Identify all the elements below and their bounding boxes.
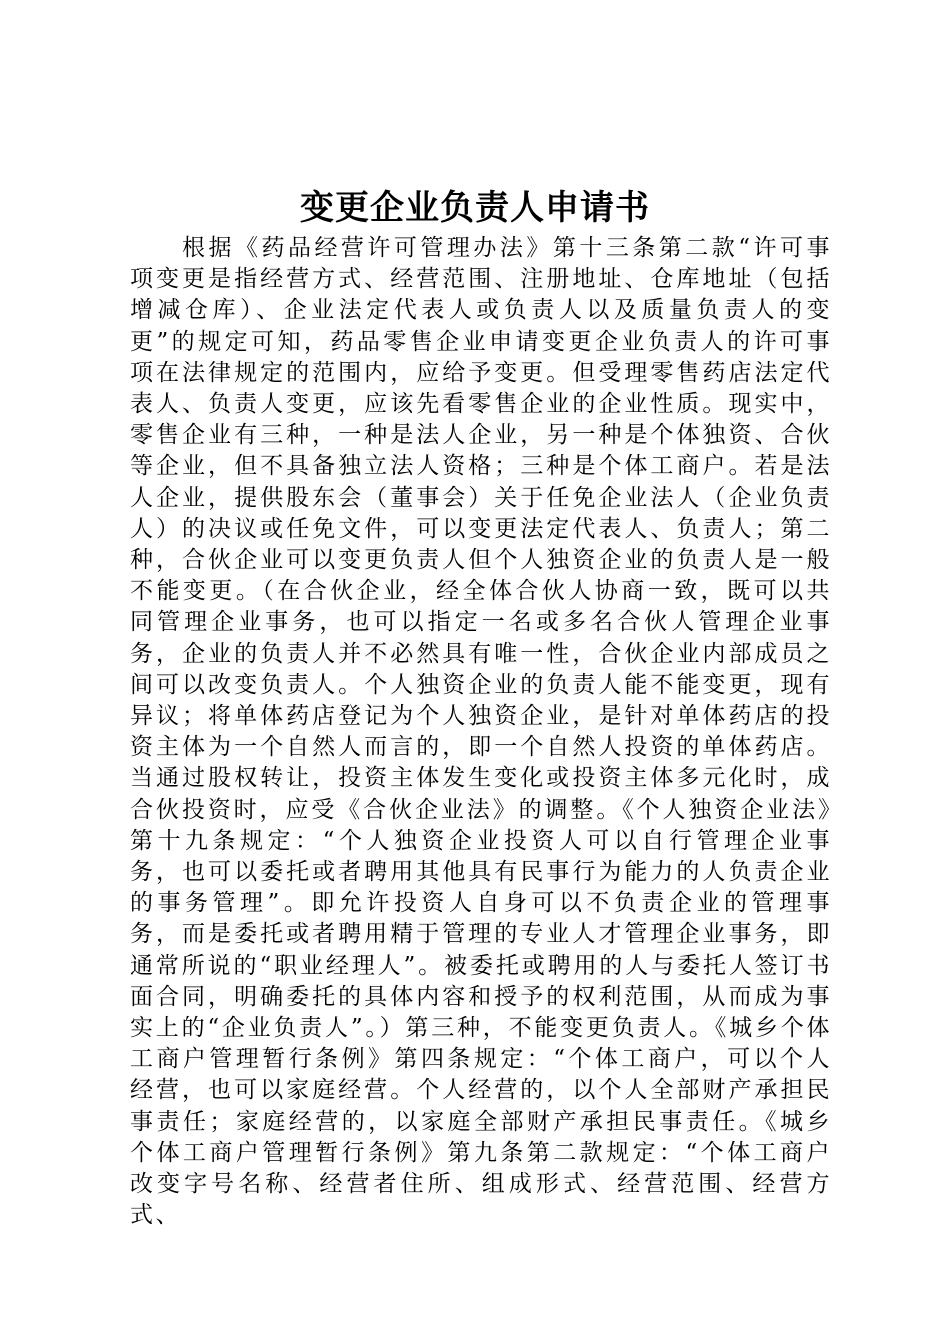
document-title: 变更企业负责人申请书: [300, 188, 650, 228]
document-body-paragraph: 根据《药品经营许可管理办法》第十三条第二款“许可事项变更是指经营方式、经营范围、注册地址、仓库地址（包括增减仓库）、企业法定代表人或负责人以及质量负责人的变更”的规定可知，药品零售企业申请变更企业负责人的许可事项在法律规定的范围内，应给予变更。但受理零售药店法定代表人、负责人变更，应该先看零售企业的企业性质。现实中，零售企业有三种，一种是法人企业，另一种是个体独资、合伙等企业，但不具备独立法人资格；三种是个体工商户。若是法人企业，提供股东会（董事会）关于任免企业法人（企业负责人）的决议或任免文件，可以变更法定代表人、负责人；第二种，合伙企业可以变更负责人但个人独资企业的负责人是一般不能变更。（在合伙企业，经全体合伙人协商一致，既可以共同管理企业事务，也可以指定一名或多名合伙人管理企业事务，企业的负责人并不必然具有唯一性，合伙企业内部成员之间可以改变负责人。个人独资企业的负责人能不能变更，现有异议；将单体药店登记为个人独资企业，是针对单体药店的投资主体为一个自然人而言的，即一个自然人投资的单体药店。当通过股权转让，投资主体发生变化或投资主体多元化时，成合伙投资时，应受《合伙企业法》的调整。《个人独资企业法》第十九条规定：“个人独资企业投资人可以自行管理企业事务，也可以委托或者聘用其他具有民事行为能力的人负责企业的事务管理”。即允许投资人自身可以不负责企业的管理事务，而是委托或者聘用精于管理的专业人才管理企业事务，即通常所说的“职业经理人”。被委托或聘用的人与委托人签订书面合同，明确委托的具体内容和授予的权利范围，从而成为事实上的“企业负责人”。）第三种，不能变更负责人。《城乡个体工商户管理暂行条例》第四条规定：“个体工商户，可以个人经营，也可以家庭经营。个人经营的，以个人全部财产承担民事责任；家庭经营的，以家庭全部财产承担民事责任。《城乡个体工商户管理暂行条例》第九条第二款规定：“个体工商户改变字号名称、经营者住所、组成形式、经营范围、经营方式、: [130, 235, 832, 1229]
